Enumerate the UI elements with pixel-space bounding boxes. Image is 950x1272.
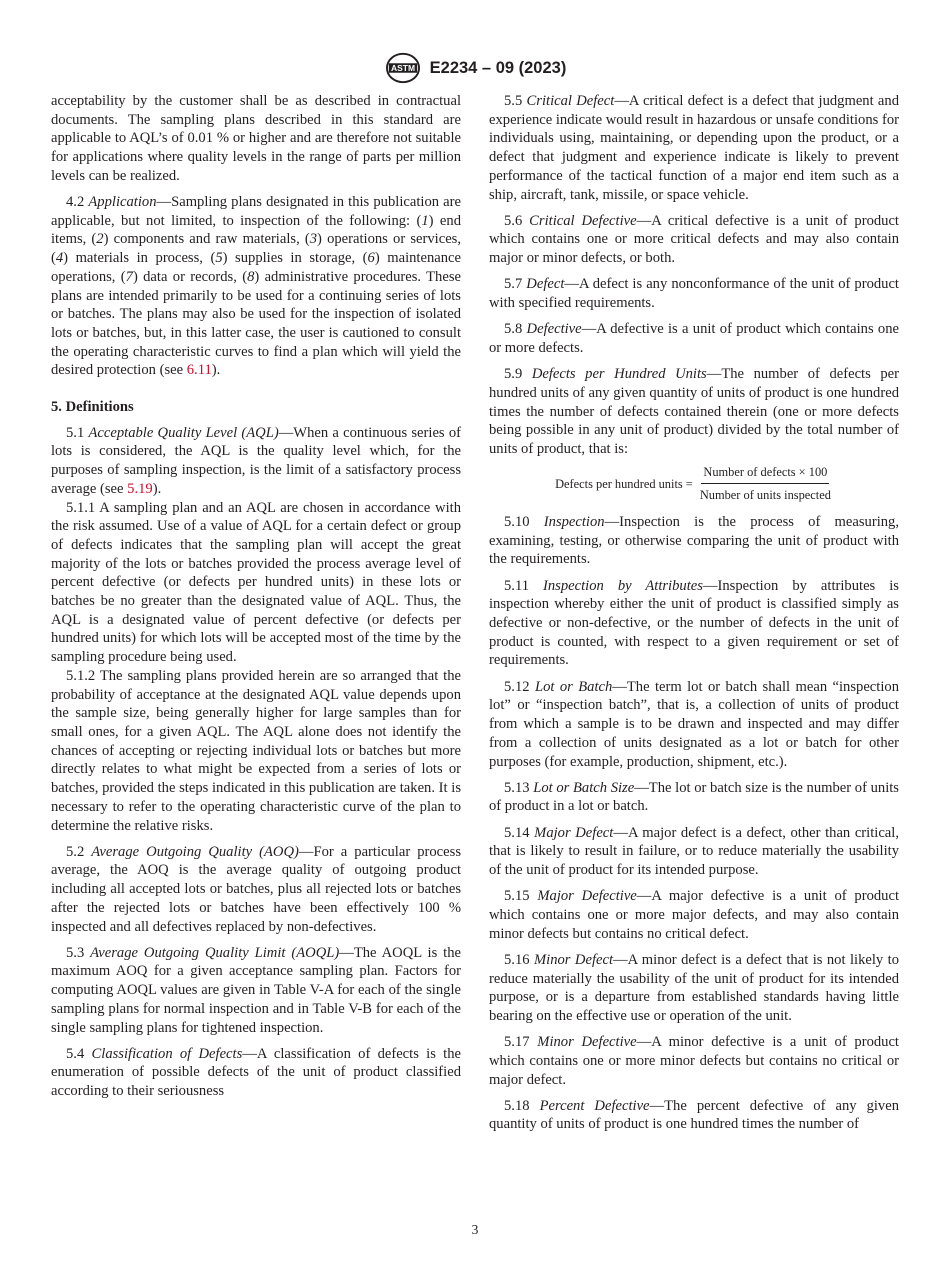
left-column [51, 92, 461, 1108]
document-id: E2234 – 09 (2023) [429, 58, 567, 77]
paragraph-continuation: acceptability by the customer shall be as described in contractual documents. The sampling plans described in this standard are applicable to AQL’s of 0.01 % or higher and are therefore not suitable for applications where quality levels in the range of parts per million levels can be realized. [51, 93, 461, 184]
paragraph-5-9: 5.9 Defects per Hundred Units—The number of defects per hundred units of any given quantity of units of product is one hundred times the number of defects contained therein (one or more defects being possible in any unit of product) divided by the total number of units of product, that is: [489, 366, 899, 457]
paragraph-5-13: 5.13 Lot or Batch Size—The lot or batch size is the number of units of product in a lot or batch. [489, 779, 899, 815]
astm-logo-icon [384, 51, 422, 85]
paragraph-5-15: 5.15 Major Defective—A major defective is a unit of product which contains one or more major defects, and may also contain minor defects but contains no critical defect. [489, 888, 900, 942]
ref-link-6-11[interactable]: 6.11 [186, 362, 212, 379]
paragraph-5-3: 5.3 Average Outgoing Quality Limit (AOQL)—The AOQL is the maximum AOQ for a given acceptance sampling plan. Factors for computing AOQL values are given in Table V-A for each of the single sampling plans for normal inspection and in Table V-B for each of the single sampling plans for tightened inspection. [51, 944, 461, 1036]
right-column [489, 92, 899, 1142]
paragraph-5-10: 5.10 Inspection—Inspection is the process of measuring, examining, testing, or otherwise comparing the unit of product with the requirements. [489, 514, 899, 568]
paragraph-5-1-2: 5.1.2 The sampling plans provided herein are so arranged that the probability of acceptance at the designated AQL value depends upon the sample size, being generally higher for large samples than for small ones, for a given AQL. The AQL alone does not identify the chances of accepting or rejecting individual lots or batches but more directly relates to what might be expected from a series of lots or batches, provided the steps indicated in this publication are taken. It is necessary to refer to the operating characteristic curve of the plan to determine the relative risks. [51, 667, 461, 834]
term-application: Application [88, 194, 157, 211]
paragraph-5-12: 5.12 Lot or Batch—The term lot or batch shall mean “inspection lot” or “inspection batch”, that is, a collection of units of product from which a sample is to be drawn and inspected and may differ from a collection of units designated as a lot or batch for other purposes (for example, production, shipment, etc.). [489, 678, 899, 770]
paragraph-5-16: 5.16 Minor Defect—A minor defect is a defect that is not likely to reduce materially the usability of the unit of product for its intended purpose, or is a departure from established standards having little bearing on the effective use or operation of the unit. [489, 951, 899, 1024]
paragraph-5-14: 5.14 Major Defect—A major defect is a defect, other than critical, that is likely to result in failure, or to reduce materially the usability of the unit of product for its intended purpose. [489, 824, 899, 879]
paragraph-5-11: 5.11 Inspection by Attributes—Inspection by attributes is inspection whereby either the unit of product is classified simply as defective or non-defective, or the number of defects in the unit of product is counted, with respect to a given requirement or set of requirements. [489, 577, 899, 669]
section-heading-definitions: 5. Definitions [51, 399, 134, 416]
paragraph-5-4: 5.4 Classification of Defects—A classification of defects is the enumeration of possible defects of the unit of product classified according to their seriousness [51, 1045, 462, 1100]
ref-link-5-19[interactable]: 5.19 [127, 480, 153, 497]
paragraph-5-2: 5.2 Average Outgoing Quality (AOQ)—For a particular process average, the AOQ is the average quality of outgoing product including all accepted lots or batches, plus all rejected lots or batches after the rejected lots or batches have been effectively 100 % inspected and all defectives replaced by non-defectives. [51, 843, 461, 935]
paragraph-5-8: 5.8 Defective—A defective is a unit of product which contains one or more defects. [489, 321, 900, 356]
formula-denominator: Number of units inspected [699, 488, 831, 503]
formula-defects-per-hundred [489, 463, 899, 505]
paragraph-5-1-1: 5.1.1 A sampling plan and an AQL are chosen in accordance with the risk assumed. Use of a value of AQL for a certain defect or group of defects indicates that the sampling plan will accept the great majority of the lots or batches provided the process average level of percent defective (or defects per hundred units) in these lots or batches be no greater than the designated value of AQL. Thus, the AQL is a designated value of percent defective (or defects per hundred units) for which lots will be accepted most of the time by the sampling procedure being used. [51, 499, 461, 666]
formula-fraction [698, 463, 833, 505]
page-header [0, 50, 950, 86]
formula-lhs: Defects per hundred units = [555, 476, 693, 491]
paragraph-5-1: 5.1 Acceptable Quality Level (AQL)—When a continuous series of lots is considered, the AQL is the quality level which, for the purposes of sampling inspection, is the limit of a satisfactory process average (see 5.19). [51, 424, 461, 497]
paragraph-5-6: 5.6 Critical Defective—A critical defective is a unit of product which contains one or more critical defects and may also contain major or minor defects, or both. [489, 212, 899, 267]
paragraph-5-18: 5.18 Percent Defective—The percent defective of any given quantity of units of product is one hundred times the number of [489, 1097, 899, 1133]
paragraph-5-17: 5.17 Minor Defective—A minor defective is a unit of product which contains one or more minor defects but contains no critical or major defect. [489, 1034, 899, 1088]
paragraph-5-5: 5.5 Critical Defect—A critical defect is a defect that judgment and experience indicate would result in hazardous or unsafe conditions for individuals using, maintaining, or depending upon the product, or a defect that judgment and experience indicate is likely to prevent performance of the tactical function of a major end item such as a ship, aircraft, tank, missile, or space vehicle. [489, 93, 900, 203]
paragraph-4-2: 4.2 Application—Sampling plans designated in this publication are applicable, but not limited, to inspection of the following: (1) end items, (2) components and raw materials, (3) operations or services, (4) materials in process, (5) supplies in storage, (6) maintenance operations, (7) data or records, (8) administrative procedures. These plans are intended primarily to be used for a continuing series of lots or batches. The plans may also be used for the inspection of isolated lots or batches, but, in this latter case, the user is cautioned to consult the operating characteristic curves to find a plan which will yield the desired protection (see 6.11). [51, 194, 461, 379]
formula-numerator: Number of defects × 100 [701, 463, 829, 485]
svg-text:ASTM: ASTM [390, 62, 415, 73]
page-number: 3 [471, 1222, 479, 1237]
paragraph-5-7: 5.7 Defect—A defect is any nonconformance of the unit of product with specified requirements. [489, 276, 899, 312]
